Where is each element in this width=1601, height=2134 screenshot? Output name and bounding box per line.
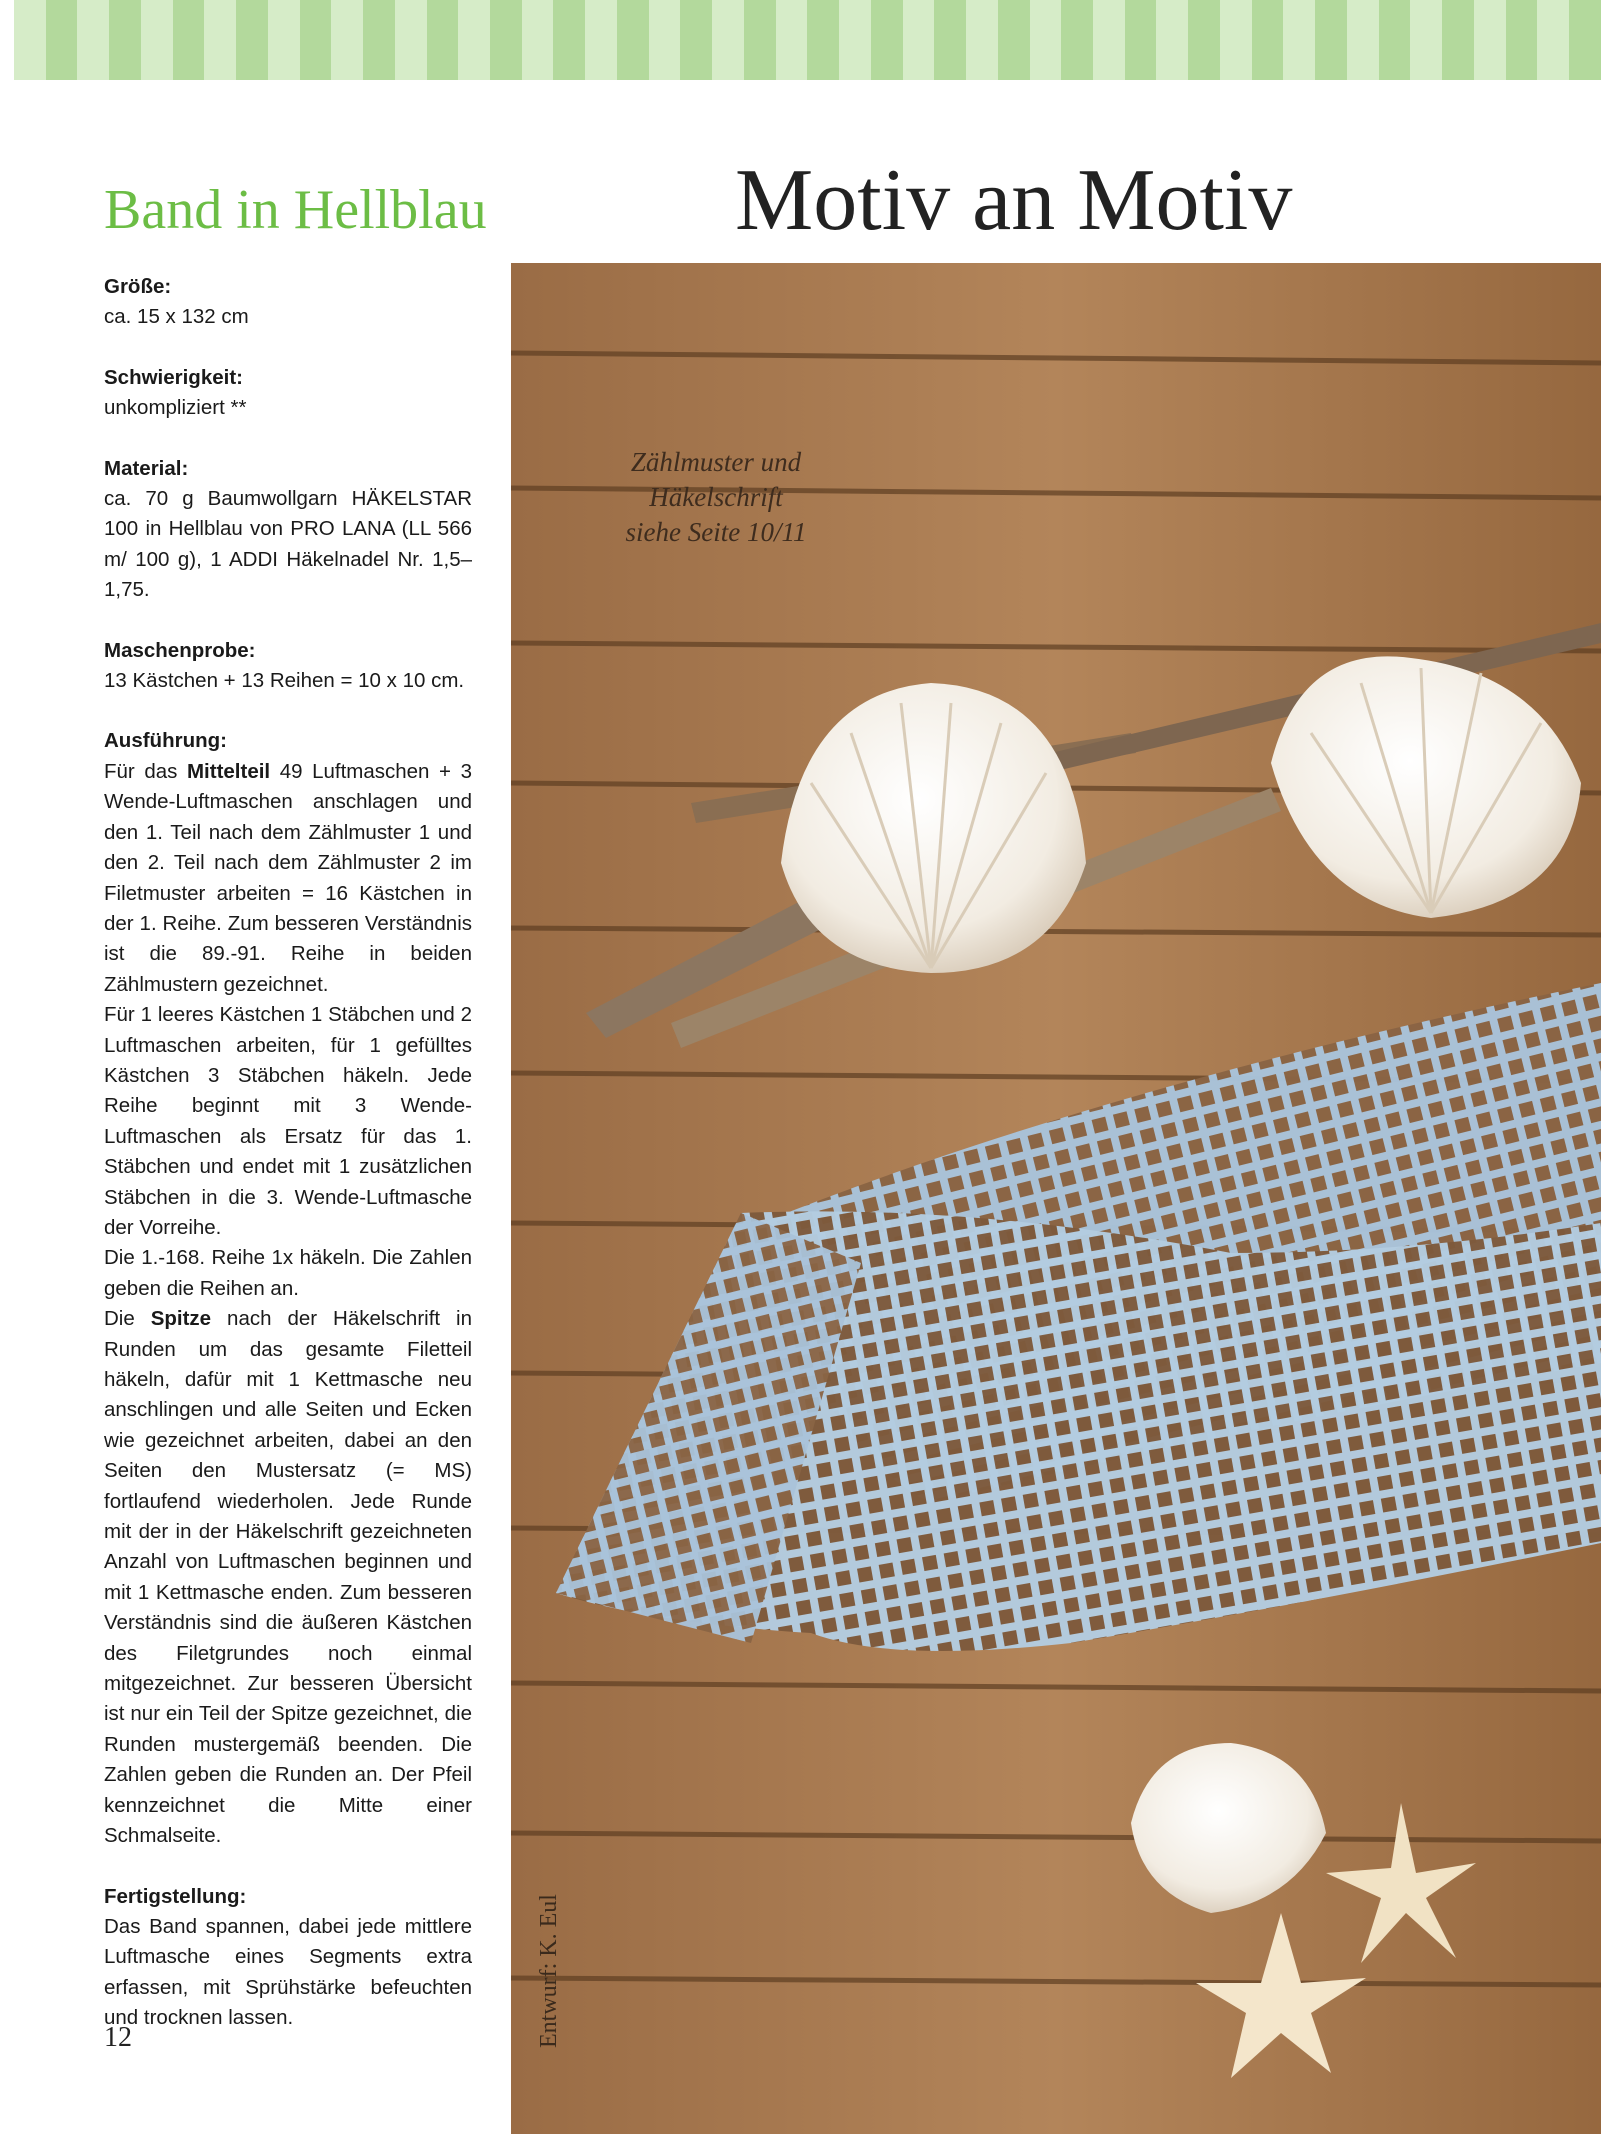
instructions-p4-text-a: Die: [104, 1307, 151, 1331]
gauge-label: Maschenprobe:: [104, 638, 256, 662]
finishing-text: Das Band spannen, dabei jede mittlere Luftmasche eines Segments extra erfassen, mit Sprühstärke befeuchten und trocknen lassen.: [104, 1914, 472, 2030]
pattern-instructions-column: [104, 272, 472, 2064]
instructions-paragraph-3: Die 1.-168. Reihe 1x häkeln. Die Zahlen geben die Reihen an.: [104, 1246, 472, 1300]
instructions-p1-text-b: 49 Luftmaschen + 3 Wende-Luftmaschen anschlagen und den 1. Teil nach dem Zählmuster 1 und den 2. Teil nach dem Zählmuster 2 im Filetmuster arbeiten = 16 Kästchen in der 1. Reihe. Zum besseren Verständnis ist die 89.-91. Reihe in beiden Zählmustern gezeichnet.: [104, 759, 472, 996]
material-block: [104, 454, 472, 606]
material-text: ca. 70 g Baumwollgarn HÄKELSTAR 100 in Hellblau von PRO LANA (LL 566 m/ 100 g), 1 ADDI Häkelnadel Nr. 1,5–1,75.: [104, 487, 472, 602]
gauge-text: 13 Kästchen + 13 Reihen = 10 x 10 cm.: [104, 669, 465, 693]
page-number: 12: [104, 2022, 132, 2053]
gauge-block: [104, 636, 472, 697]
finishing-block: [104, 1882, 472, 2034]
page-title: Motiv an Motiv: [735, 152, 1293, 249]
section-title: Band in Hellblau: [104, 179, 487, 241]
note-line-3: siehe Seite 10/11: [625, 517, 807, 547]
instructions-p1-text-a: Für das: [104, 759, 187, 783]
decorative-stripe: [0, 0, 1601, 80]
material-label: Material:: [104, 456, 189, 480]
product-photo: [511, 263, 1601, 2134]
size-label: Größe:: [104, 275, 172, 298]
difficulty-text: unkompliziert **: [104, 396, 247, 420]
instructions-p1-bold: Mittelteil: [186, 759, 271, 783]
instructions-paragraph-1: [104, 757, 472, 1000]
note-line-1: Zählmuster und: [630, 447, 802, 477]
instructions-paragraph-4: [104, 1304, 472, 1851]
instructions-p4-bold: Spitze: [150, 1307, 212, 1331]
difficulty-block: [104, 363, 472, 424]
design-credit: Entwurf: K. Eul: [536, 1894, 562, 2048]
finishing-label: Fertigstellung:: [104, 1884, 247, 1908]
size-block: [104, 272, 472, 333]
instructions-block: [104, 726, 472, 1851]
size-text: ca. 15 x 132 cm: [104, 305, 249, 329]
instructions-label: Ausführung:: [104, 729, 227, 753]
instructions-paragraph-2: Für 1 leeres Kästchen 1 Stäbchen und 2 Luftmaschen arbeiten, für 1 gefülltes Kästchen 3 Stäbchen häkeln. Jede Reihe beginnt mit 3 Wende-Luftmaschen als Ersatz für das 1. Stäbchen und endet mit 1 zusätzlichen Stäbchen in die 3. Wende-Luftmasche der Vorreihe.: [104, 1003, 472, 1239]
note-line-2: Häkelschrift: [649, 482, 783, 512]
difficulty-label: Schwierigkeit:: [104, 365, 243, 389]
chart-reference-note: [591, 445, 841, 550]
instructions-p4-text-b: nach der Häkelschrift in Runden um das gesamte Filetteil häkeln, dafür mit 1 Kettmasche neu anschlingen und alle Seiten und Ecken wie gezeichnet arbeiten, dabei an den Seiten den Mustersatz (= MS) fortlaufend wiederholen. Jede Runde mit der in der Häkelschrift gezeichneten Anzahl von Luftmaschen beginnen und mit 1 Kettmasche enden. Zum besseren Verständnis sind die äußeren Kästchen des Filetgrundes noch einmal mitgezeichnet. Zur besseren Übersicht ist nur ein Teil der Spitze gezeichnet, die Runden mustergemäß beenden. Die Zahlen geben die Runden an. Der Pfeil kennzeichnet die Mitte einer Schmalseite.: [104, 1307, 472, 1848]
